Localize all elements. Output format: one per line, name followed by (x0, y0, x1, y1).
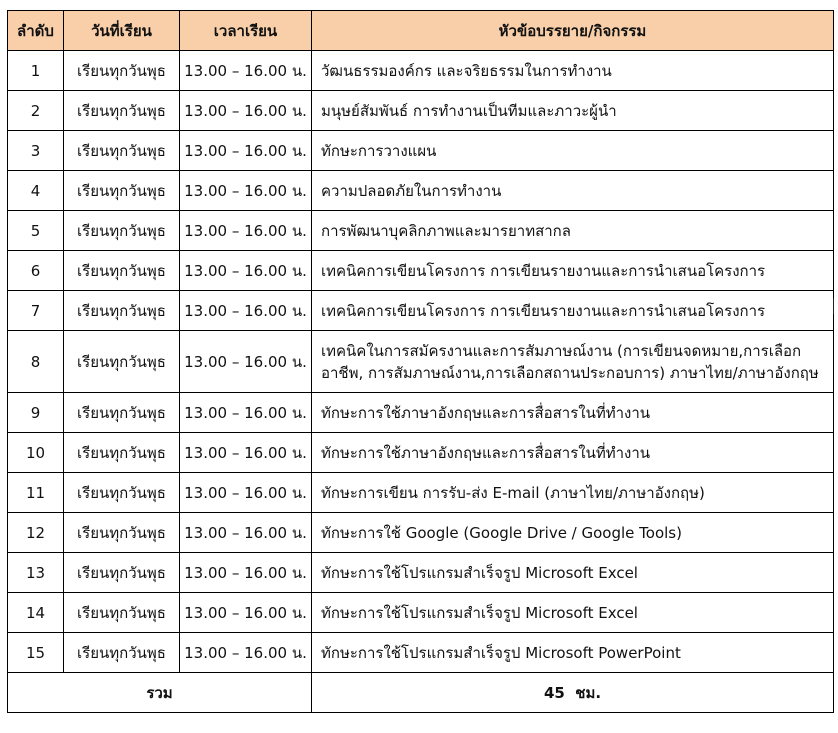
row-day: เรียนทุกวันพุธ (64, 171, 180, 211)
row-time: 13.00 – 16.00 น. (180, 51, 312, 91)
row-number: 8 (8, 331, 64, 393)
row-topic: ทักษะการใช้ภาษาอังกฤษและการสื่อสารในที่ทำงาน (312, 433, 834, 473)
row-topic: ทักษะการใช้โปรแกรมสำเร็จรูป Microsoft PowerPoint (312, 633, 834, 673)
header-time: เวลาเรียน (180, 11, 312, 51)
row-number: 11 (8, 473, 64, 513)
row-day: เรียนทุกวันพุธ (64, 131, 180, 171)
row-number: 13 (8, 553, 64, 593)
row-time: 13.00 – 16.00 น. (180, 131, 312, 171)
table-header (8, 11, 834, 51)
row-time: 13.00 – 16.00 น. (180, 513, 312, 553)
header-order: ลำดับ (8, 11, 64, 51)
table-row (8, 51, 834, 91)
total-label: รวม (8, 673, 312, 713)
total-row (8, 673, 834, 713)
row-number: 5 (8, 211, 64, 251)
table-row (8, 433, 834, 473)
header-topic: หัวข้อบรรยาย/กิจกรรม (312, 11, 834, 51)
row-topic: เทคนิคการเขียนโครงการ การเขียนรายงานและการนำเสนอโครงการ (312, 291, 834, 331)
table-row (8, 633, 834, 673)
row-day: เรียนทุกวันพุธ (64, 393, 180, 433)
row-number: 1 (8, 51, 64, 91)
row-number: 15 (8, 633, 64, 673)
row-number: 3 (8, 131, 64, 171)
row-day: เรียนทุกวันพุธ (64, 51, 180, 91)
row-number: 6 (8, 251, 64, 291)
row-topic: ทักษะการใช้โปรแกรมสำเร็จรูป Microsoft Excel (312, 553, 834, 593)
row-number: 2 (8, 91, 64, 131)
row-time: 13.00 – 16.00 น. (180, 331, 312, 393)
row-day: เรียนทุกวันพุธ (64, 251, 180, 291)
row-number: 12 (8, 513, 64, 553)
row-time: 13.00 – 16.00 น. (180, 553, 312, 593)
table-row (8, 393, 834, 433)
row-time: 13.00 – 16.00 น. (180, 393, 312, 433)
row-time: 13.00 – 16.00 น. (180, 251, 312, 291)
total-hours: 45 ชม. (312, 673, 834, 713)
row-day: เรียนทุกวันพุธ (64, 633, 180, 673)
row-topic: ความปลอดภัยในการทำงาน (312, 171, 834, 211)
header-row (8, 11, 834, 51)
table-row (8, 131, 834, 171)
row-number: 10 (8, 433, 64, 473)
header-day: วันที่เรียน (64, 11, 180, 51)
row-time: 13.00 – 16.00 น. (180, 633, 312, 673)
row-topic: วัฒนธรรมองค์กร และจริยธรรมในการทำงาน (312, 51, 834, 91)
row-topic: ทักษะการเขียน การรับ-ส่ง E-mail (ภาษาไทย/ภาษาอังกฤษ) (312, 473, 834, 513)
row-number: 14 (8, 593, 64, 633)
row-day: เรียนทุกวันพุธ (64, 211, 180, 251)
schedule-table-wrapper (7, 10, 834, 713)
table-row (8, 553, 834, 593)
row-day: เรียนทุกวันพุธ (64, 553, 180, 593)
row-time: 13.00 – 16.00 น. (180, 291, 312, 331)
row-topic: เทคนิคในการสมัครงานและการสัมภาษณ์งาน (การเขียนจดหมาย,การเลือกอาชีพ, การสัมภาษณ์งาน,การเลือกสถานประกอบการ) ภาษาไทย/ภาษาอังกฤษ (312, 331, 834, 393)
row-time: 13.00 – 16.00 น. (180, 473, 312, 513)
table-row (8, 211, 834, 251)
row-number: 7 (8, 291, 64, 331)
row-number: 9 (8, 393, 64, 433)
row-topic: มนุษย์สัมพันธ์ การทำงานเป็นทีมและภาวะผู้นำ (312, 91, 834, 131)
row-topic: ทักษะการใช้ภาษาอังกฤษและการสื่อสารในที่ทำงาน (312, 393, 834, 433)
row-day: เรียนทุกวันพุธ (64, 291, 180, 331)
row-day: เรียนทุกวันพุธ (64, 473, 180, 513)
row-time: 13.00 – 16.00 น. (180, 211, 312, 251)
row-time: 13.00 – 16.00 น. (180, 91, 312, 131)
row-day: เรียนทุกวันพุธ (64, 593, 180, 633)
schedule-table (7, 10, 834, 713)
row-day: เรียนทุกวันพุธ (64, 513, 180, 553)
text-cursor (833, 298, 834, 314)
table-row (8, 331, 834, 393)
table-row (8, 593, 834, 633)
row-topic: ทักษะการใช้ Google (Google Drive / Google Tools) (312, 513, 834, 553)
row-time: 13.00 – 16.00 น. (180, 433, 312, 473)
row-time: 13.00 – 16.00 น. (180, 593, 312, 633)
row-topic: ทักษะการใช้โปรแกรมสำเร็จรูป Microsoft Excel (312, 593, 834, 633)
table-row (8, 171, 834, 211)
table-body (8, 51, 834, 673)
row-day: เรียนทุกวันพุธ (64, 433, 180, 473)
row-topic: ทักษะการวางแผน (312, 131, 834, 171)
row-topic: การพัฒนาบุคลิกภาพและมารยาทสากล (312, 211, 834, 251)
table-row (8, 251, 834, 291)
row-topic: เทคนิคการเขียนโครงการ การเขียนรายงานและการนำเสนอโครงการ (312, 251, 834, 291)
row-day: เรียนทุกวันพุธ (64, 91, 180, 131)
table-footer (8, 673, 834, 713)
table-row (8, 291, 834, 331)
table-row (8, 473, 834, 513)
row-number: 4 (8, 171, 64, 211)
row-day: เรียนทุกวันพุธ (64, 331, 180, 393)
row-time: 13.00 – 16.00 น. (180, 171, 312, 211)
table-row (8, 91, 834, 131)
table-row (8, 513, 834, 553)
